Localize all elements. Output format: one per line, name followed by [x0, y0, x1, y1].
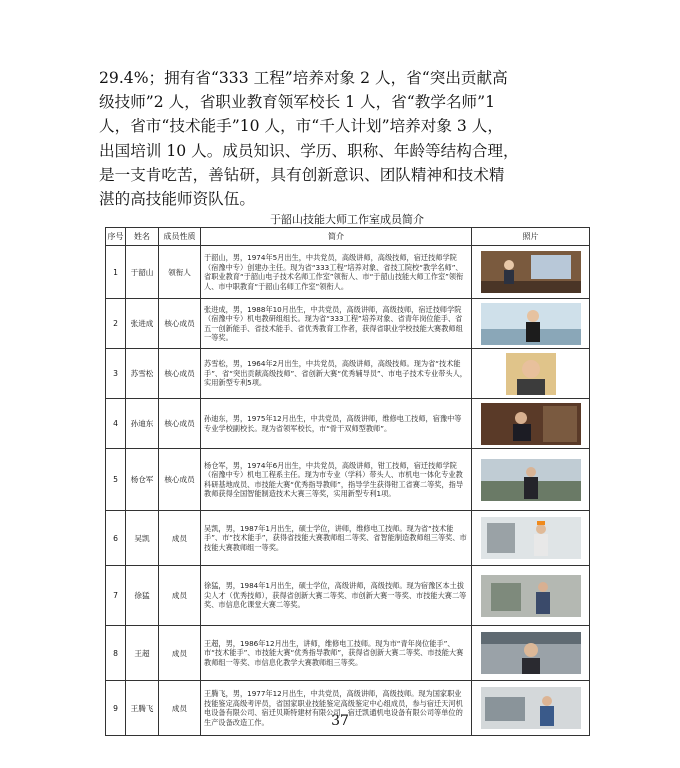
- row-number: 4: [106, 399, 126, 449]
- member-name: 徐猛: [126, 566, 159, 626]
- row-number: 1: [106, 246, 126, 299]
- page-number: 37: [331, 713, 349, 729]
- member-photo: [481, 251, 581, 293]
- table-row: [106, 299, 590, 349]
- member-role: 成员: [159, 566, 201, 626]
- header-name: 姓名: [126, 228, 159, 246]
- member-photo-cell: [472, 246, 590, 299]
- member-photo: [481, 353, 581, 395]
- members-table: [105, 227, 590, 736]
- header-role: 成员性质: [159, 228, 201, 246]
- header-photo: 照片: [472, 228, 590, 246]
- member-bio: 王超，男，1986年12月出生，讲师，维修电工技师。现为市“青年岗位能手”、市“技术能手”、市技能大赛“优秀指导教师”，获得省创新大赛二等奖、市技能大赛教师组一等奖、市信息化教学大赛教师组三等奖。: [201, 626, 472, 681]
- member-photo-cell: [472, 349, 590, 399]
- paragraph-line: 出国培训 10 人。成员知识、学历、职称、年龄等结构合理，: [99, 141, 519, 160]
- member-name: 苏雪松: [126, 349, 159, 399]
- member-photo-cell: [472, 626, 590, 681]
- paragraph-line: 人，省市“技术能手”10 人，市“千人计划”培养对象 3 人，: [99, 117, 503, 136]
- member-photo-cell: [472, 299, 590, 349]
- row-number: 5: [106, 449, 126, 511]
- member-role: 成员: [159, 511, 201, 566]
- paragraph-line: 29.4%；拥有省“333 工程”培养对象 2 人，省“突出贡献高: [99, 69, 508, 87]
- member-photo: [481, 575, 581, 617]
- paragraph-line: 湛的高技能师资队伍。: [99, 190, 255, 209]
- member-bio: 于韶山，男，1974年5月出生，中共党员，高级讲师，高级技师，宿迁技师学院（宿豫中专）创建办主任。现为省“333工程”培养对象、省技工院校“教学名师”、省职业教育“于韶山电子技术名师工作室”领衔人、市“于韶山技能大师工作室”领衔人、市中职教育“于韶山名师工作室”领衔人。: [201, 246, 472, 299]
- member-name: 王超: [126, 626, 159, 681]
- table-title: 于韶山技能大师工作室成员简介: [270, 213, 424, 226]
- member-name: 张进成: [126, 299, 159, 349]
- row-number: 9: [106, 681, 126, 736]
- member-photo: [481, 403, 581, 445]
- member-photo-cell: [472, 511, 590, 566]
- intro-paragraph: [99, 66, 599, 211]
- member-photo: [481, 459, 581, 501]
- member-role: 成员: [159, 626, 201, 681]
- header-number: 序号: [106, 228, 126, 246]
- member-role: 核心成员: [159, 299, 201, 349]
- row-number: 2: [106, 299, 126, 349]
- member-bio: 张进成，男，1988年10月出生，中共党员，高级讲师，高级技师，宿迁技师学院（宿豫中专）机电教研组组长。现为省“333工程”培养对象、省青年岗位能手、省五一创新能手、省技术能手、省优秀教育工作者，获得省职业学校技能大赛教师组一等奖。: [201, 299, 472, 349]
- member-bio: 王腾飞，男，1977年12月出生，中共党员，高级讲师，高级技师。现为国家职业技能鉴定高级考评员，省国家职业技能鉴定高级鉴定中心组成员，参与宿迁天河机电设备有限公司、宿迁贝斯特建材有限公司、宿迁凯通机电设备有限公司等单位的生产设备改造工作。: [201, 681, 472, 736]
- table-row: [106, 626, 590, 681]
- paragraph-line: 是一支肯吃苦，善钻研，具有创新意识、团队精神和技术精: [99, 165, 505, 184]
- member-bio: 孙迪东，男，1975年12月出生，中共党员，高级讲师，维修电工技师，宿豫中等专业学校副校长。现为省领军校长，市“骨干双师型教师”。: [201, 399, 472, 449]
- table-row: [106, 511, 590, 566]
- table-row: [106, 246, 590, 299]
- member-role: 核心成员: [159, 349, 201, 399]
- member-role: 核心成员: [159, 399, 201, 449]
- table-row: [106, 399, 590, 449]
- table-header-row: [106, 228, 590, 246]
- member-photo-cell: [472, 566, 590, 626]
- member-photo: [481, 517, 581, 559]
- member-photo: [481, 303, 581, 345]
- member-photo-cell: [472, 449, 590, 511]
- member-name: 孙迪东: [126, 399, 159, 449]
- member-bio: 吴凯，男，1987年1月出生，硕士学位，讲师，维修电工技师。现为省“技术能手”、市“技术能手”，获得省技能大赛教师组二等奖、省智能制造教师组三等奖、市技能大赛教师组一等奖。: [201, 511, 472, 566]
- table-row: [106, 449, 590, 511]
- row-number: 6: [106, 511, 126, 566]
- member-bio: 杨仓军，男，1974年6月出生，中共党员，高级讲师，钳工技师，宿迁技师学院（宿豫中专）机电工程系主任。现为市专业（学科）带头人、市机电一体化专业教科研基地成员、市技能大赛“优秀指导教师”，指导学生获得钳工省赛二等奖，指导教师获得全国智能制造技术大赛三等奖，实用新型专利1项。: [201, 449, 472, 511]
- member-name: 于韶山: [126, 246, 159, 299]
- table-row: [106, 349, 590, 399]
- member-role: 领衔人: [159, 246, 201, 299]
- member-bio: 苏雪松，男，1964年2月出生，中共党员，高级讲师，高级技师。现为省“技术能手”、省“突出贡献高级技师”、省创新大赛“优秀辅导员”、市电子技术专业带头人，实用新型专利5项。: [201, 349, 472, 399]
- row-number: 7: [106, 566, 126, 626]
- member-name: 吴凯: [126, 511, 159, 566]
- member-name: 王腾飞: [126, 681, 159, 736]
- table-row: [106, 566, 590, 626]
- row-number: 8: [106, 626, 126, 681]
- member-name: 杨仓军: [126, 449, 159, 511]
- member-role: 成员: [159, 681, 201, 736]
- member-photo-cell: [472, 399, 590, 449]
- paragraph-line: 级技师”2 人，省职业教育领军校长 1 人，省“教学名师”1: [99, 93, 496, 112]
- member-bio: 徐猛，男，1984年1月出生，硕士学位，高级讲师，高级技师。现为宿豫区本土拔尖人才（优秀技师），获得省创新大赛二等奖、市创新大赛一等奖、市技能大赛二等奖、市信息化课堂大赛二等奖。: [201, 566, 472, 626]
- header-bio: 简介: [201, 228, 472, 246]
- row-number: 3: [106, 349, 126, 399]
- member-photo: [481, 632, 581, 674]
- member-role: 核心成员: [159, 449, 201, 511]
